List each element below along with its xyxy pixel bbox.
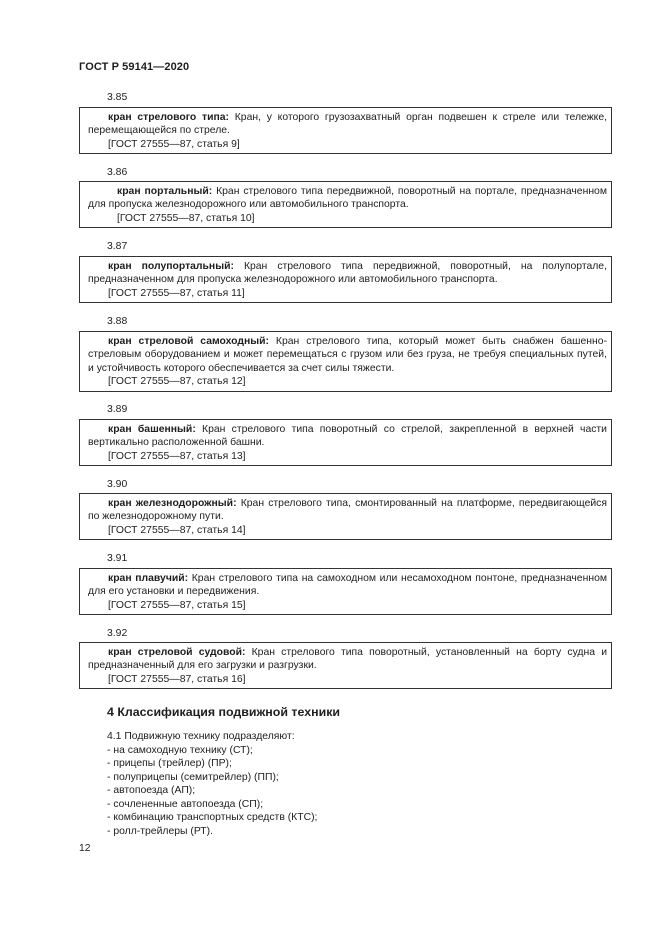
term-number: 3.85	[107, 92, 128, 103]
term-number: 3.91	[107, 553, 128, 564]
section-title: 4 Классификация подвижной техники	[107, 705, 341, 719]
term-name: кран полупортальный:	[108, 261, 234, 272]
term-name: кран железнодорожный:	[108, 498, 237, 509]
list-item: - сочлененные автопоезда (СП);	[107, 798, 264, 810]
term-number: 3.90	[107, 479, 128, 490]
list-item: - полуприцепы (семитрейлер) (ПП);	[107, 771, 279, 783]
term-definition-box	[79, 493, 612, 540]
term-reference: [ГОСТ 27555—87, статья 10]	[117, 212, 255, 224]
document-header: ГОСТ Р 59141—2020	[79, 61, 190, 73]
term-name: кран стреловой самоходный:	[108, 336, 269, 347]
term-definition	[88, 497, 607, 524]
term-definition-box	[79, 419, 612, 466]
term-reference: [ГОСТ 27555—87, статья 12]	[108, 376, 246, 388]
term-reference: [ГОСТ 27555—87, статья 15]	[108, 599, 246, 611]
term-text: Кран стрелового типа на самоходном или несамоходном понтоне, предназначенном для его установки и передвижения.	[88, 573, 607, 598]
term-name: кран стрелового типа:	[108, 112, 230, 123]
classification-list	[107, 730, 317, 838]
term-name: кран плавучий:	[108, 573, 189, 584]
page-number: 12	[79, 843, 91, 854]
term-definition	[88, 185, 607, 212]
term-text: Кран стрелового типа поворотный, установленный на борту судна и предназначенный для его загрузки и разгрузки.	[88, 647, 607, 672]
term-number: 3.92	[107, 628, 128, 639]
term-definition	[88, 335, 607, 375]
term-reference: [ГОСТ 27555—87, статья 16]	[108, 673, 246, 685]
list-item: - комбинацию транспортных средств (КТС);	[107, 812, 318, 823]
term-definition-box	[79, 568, 612, 615]
term-text: Кран стрелового типа передвижной, поворотный, на полупортале, предназначенном для пропуска железнодорожного или автомобильного транспорта.	[88, 261, 607, 286]
term-text: Кран стрелового типа, который может быть снабжен башенно-стреловым оборудованием и может перемещаться с грузом или без груза, не требуя специальных путей, и устойчивость которого обеспечивается за счет силы тяжести.	[88, 336, 607, 374]
term-definition	[88, 260, 607, 287]
term-number: 3.89	[107, 404, 128, 415]
term-definition	[88, 646, 607, 673]
term-definition	[88, 423, 607, 450]
term-text: Кран стрелового типа передвижной, поворотный на портале, предназначенном для пропуска железнодорожного или автомобильного транспорта.	[88, 186, 607, 211]
term-definition-box	[79, 107, 612, 154]
term-name: кран стреловой судовой:	[108, 647, 246, 658]
term-definition	[88, 572, 607, 599]
term-number: 3.86	[107, 167, 128, 178]
list-item: - автопоезда (АП);	[107, 785, 196, 796]
term-definition-box	[79, 642, 612, 689]
term-text: Кран, у которого грузозахватный орган подвешен к стреле или тележке, перемещающейся по стреле.	[88, 112, 607, 137]
term-definition-box	[79, 331, 612, 392]
term-text: Кран стрелового типа поворотный со стрелой, закрепленной в верхней части вертикально расположенной башни.	[88, 424, 607, 449]
term-reference: [ГОСТ 27555—87, статья 11]	[108, 287, 245, 299]
term-definition-box	[79, 181, 612, 228]
list-item: - на самоходную технику (СТ);	[107, 744, 253, 756]
list-item: - ролл-трейлеры (РТ).	[107, 825, 213, 837]
term-reference: [ГОСТ 27555—87, статья 13]	[108, 450, 246, 462]
term-number: 3.88	[107, 316, 128, 327]
list-item: - прицепы (трейлер) (ПР);	[107, 758, 232, 769]
term-reference: [ГОСТ 27555—87, статья 14]	[108, 524, 246, 536]
term-number: 3.87	[107, 241, 128, 252]
term-name: кран башенный:	[108, 424, 196, 435]
list-intro: 4.1 Подвижную технику подразделяют:	[107, 731, 295, 742]
term-definition	[88, 111, 607, 138]
term-name: кран портальный:	[117, 186, 213, 197]
term-reference: [ГОСТ 27555—87, статья 9]	[108, 138, 240, 150]
term-text: Кран стрелового типа, смонтированный на платформе, передвигающейся по железнодорожному пути.	[88, 498, 607, 523]
term-definition-box	[79, 256, 612, 303]
